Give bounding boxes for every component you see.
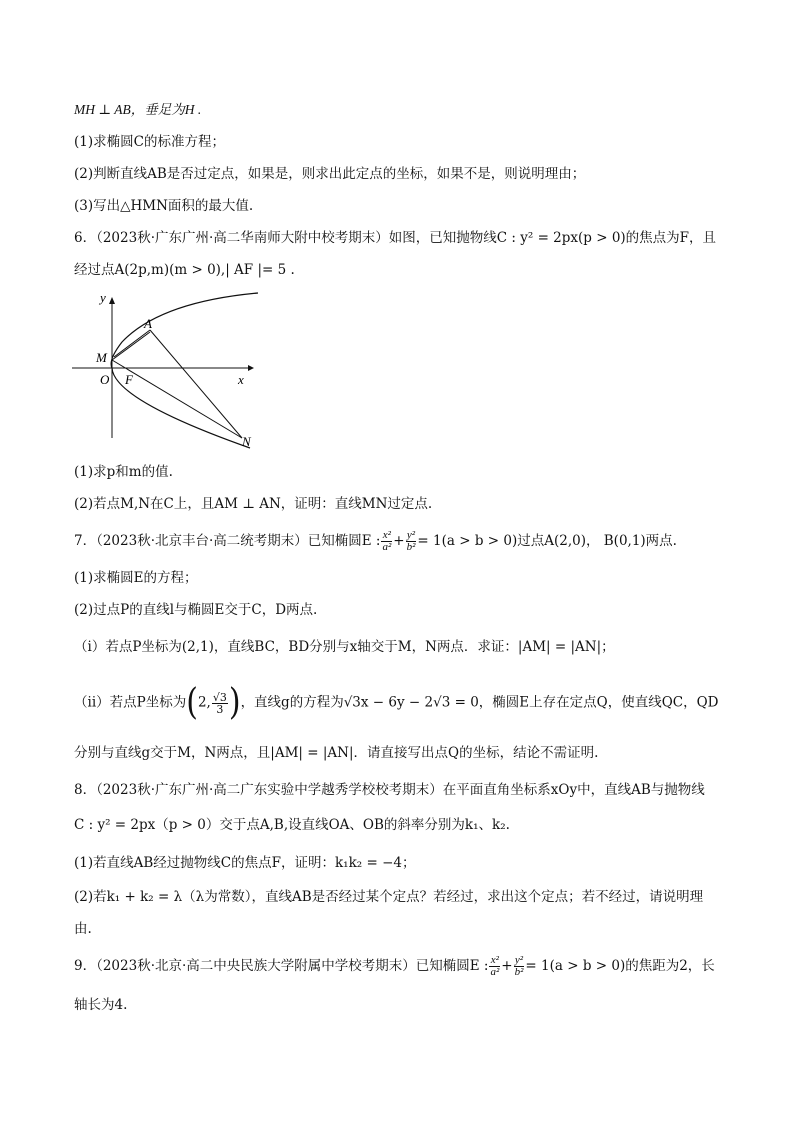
text-line: (3)写出△HMN面积的最大值.: [74, 198, 254, 214]
question-6-stem: 6．（2023秋·广东广州·高二华南师大附中校考期末）如图，已知抛物线C : y² = 2px(p > 0)的焦点为F，且: [74, 230, 717, 246]
label-n: N: [242, 434, 251, 449]
label-focus: F: [125, 372, 133, 387]
label-a: A: [144, 316, 152, 331]
text-line: (2)判断直线AB是否过定点，如果是，则求出此定点的坐标，如果不是，则说明理由；: [74, 166, 586, 182]
text-line: 经过点A(2p,m)(m > 0),| AF |= 5 .: [74, 262, 295, 278]
x-axis-arrow: [248, 365, 254, 371]
text-line: （i）若点P坐标为(2,1)，直线BC，BD分别与x轴交于M，N两点．求证：|AM| = |AN|；: [74, 639, 615, 655]
fraction: $\frac{√3}{3}$: [212, 690, 227, 716]
text-line: 轴长为4.: [74, 997, 128, 1013]
text-line: (1)求椭圆E的方程；: [74, 570, 198, 586]
segment-ma-2: [112, 332, 150, 360]
text-line: C : y² = 2px（p > 0）交于点A,B,设直线OA、OB的斜率分别为k₁、k₂.: [74, 817, 510, 833]
label-x: x: [238, 372, 244, 387]
segment-ma: [114, 330, 150, 357]
text-line: （ii）若点P坐标为(2, $\frac{√3}{3}$ )，直线g的方程为√3x − 6y − 2√3 = 0，椭圆E上存在定点Q，使直线QC，QD: [74, 681, 719, 724]
fraction: $\frac{\text{x²}}{\text{a²}}$: [382, 529, 392, 553]
text-line: (1)求p和m的值.: [74, 464, 173, 480]
question-9-stem: 9．（2023秋·北京·高二中央民族大学附属中学校考期末）已知椭圆E : $\frac{\text{x²}}{\text{a²}}$ + $\frac{\text{y²}}{\text{b²}}$ = 1(a > b > 0)的焦距为2，长: [74, 954, 715, 978]
y-axis-arrow: [109, 297, 115, 304]
label-m: M: [96, 350, 107, 365]
parabola-figure: [70, 290, 260, 460]
text-line: (2)若点M,N在C上，且AM ⊥ AN，证明：直线MN过定点.: [74, 496, 433, 512]
text-line: (2)过点P的直线l与椭圆E交于C，D两点.: [74, 602, 318, 618]
text-line: (1)求椭圆C的标准方程；: [74, 134, 225, 150]
fraction: $\frac{\text{y²}}{\text{b²}}$: [406, 529, 416, 553]
question-7-stem: 7．（2023秋·北京丰台·高二统考期末）已知椭圆E : $\frac{\text{x²}}{\text{a²}}$ + $\frac{\text{y²}}{\text{b²}}$ = 1(a > b > 0)过点A(2,0)， B(0,1)两点.: [74, 529, 677, 553]
text-line: (1)若直线AB经过抛物线C的焦点F，证明：k₁k₂ = −4；: [74, 855, 416, 871]
label-y: y: [100, 290, 106, 305]
text-line: 分别与直线g交于M，N两点，且|AM| = |AN|．请直接写出点Q的坐标，结论不需证明.: [74, 745, 599, 761]
segment-an: [150, 330, 242, 438]
text-line: (2)若k₁ + k₂ = λ（λ为常数），直线AB是否经过某个定点？若经过，求出这个定点；若不经过，请说明理: [74, 889, 704, 905]
fraction: $\frac{\text{x²}}{\text{a²}}$: [490, 954, 500, 978]
text-line: 由.: [74, 921, 92, 937]
label-origin: O: [100, 372, 110, 387]
fraction: $\frac{\text{y²}}{\text{b²}}$: [514, 954, 524, 978]
text-line: MH ⊥ AB，垂足为H .: [74, 102, 202, 117]
question-8-stem: 8．（2023秋·广东广州·高二广东实验中学越秀学校校考期末）在平面直角坐标系xOy中，直线AB与抛物线: [74, 782, 705, 798]
